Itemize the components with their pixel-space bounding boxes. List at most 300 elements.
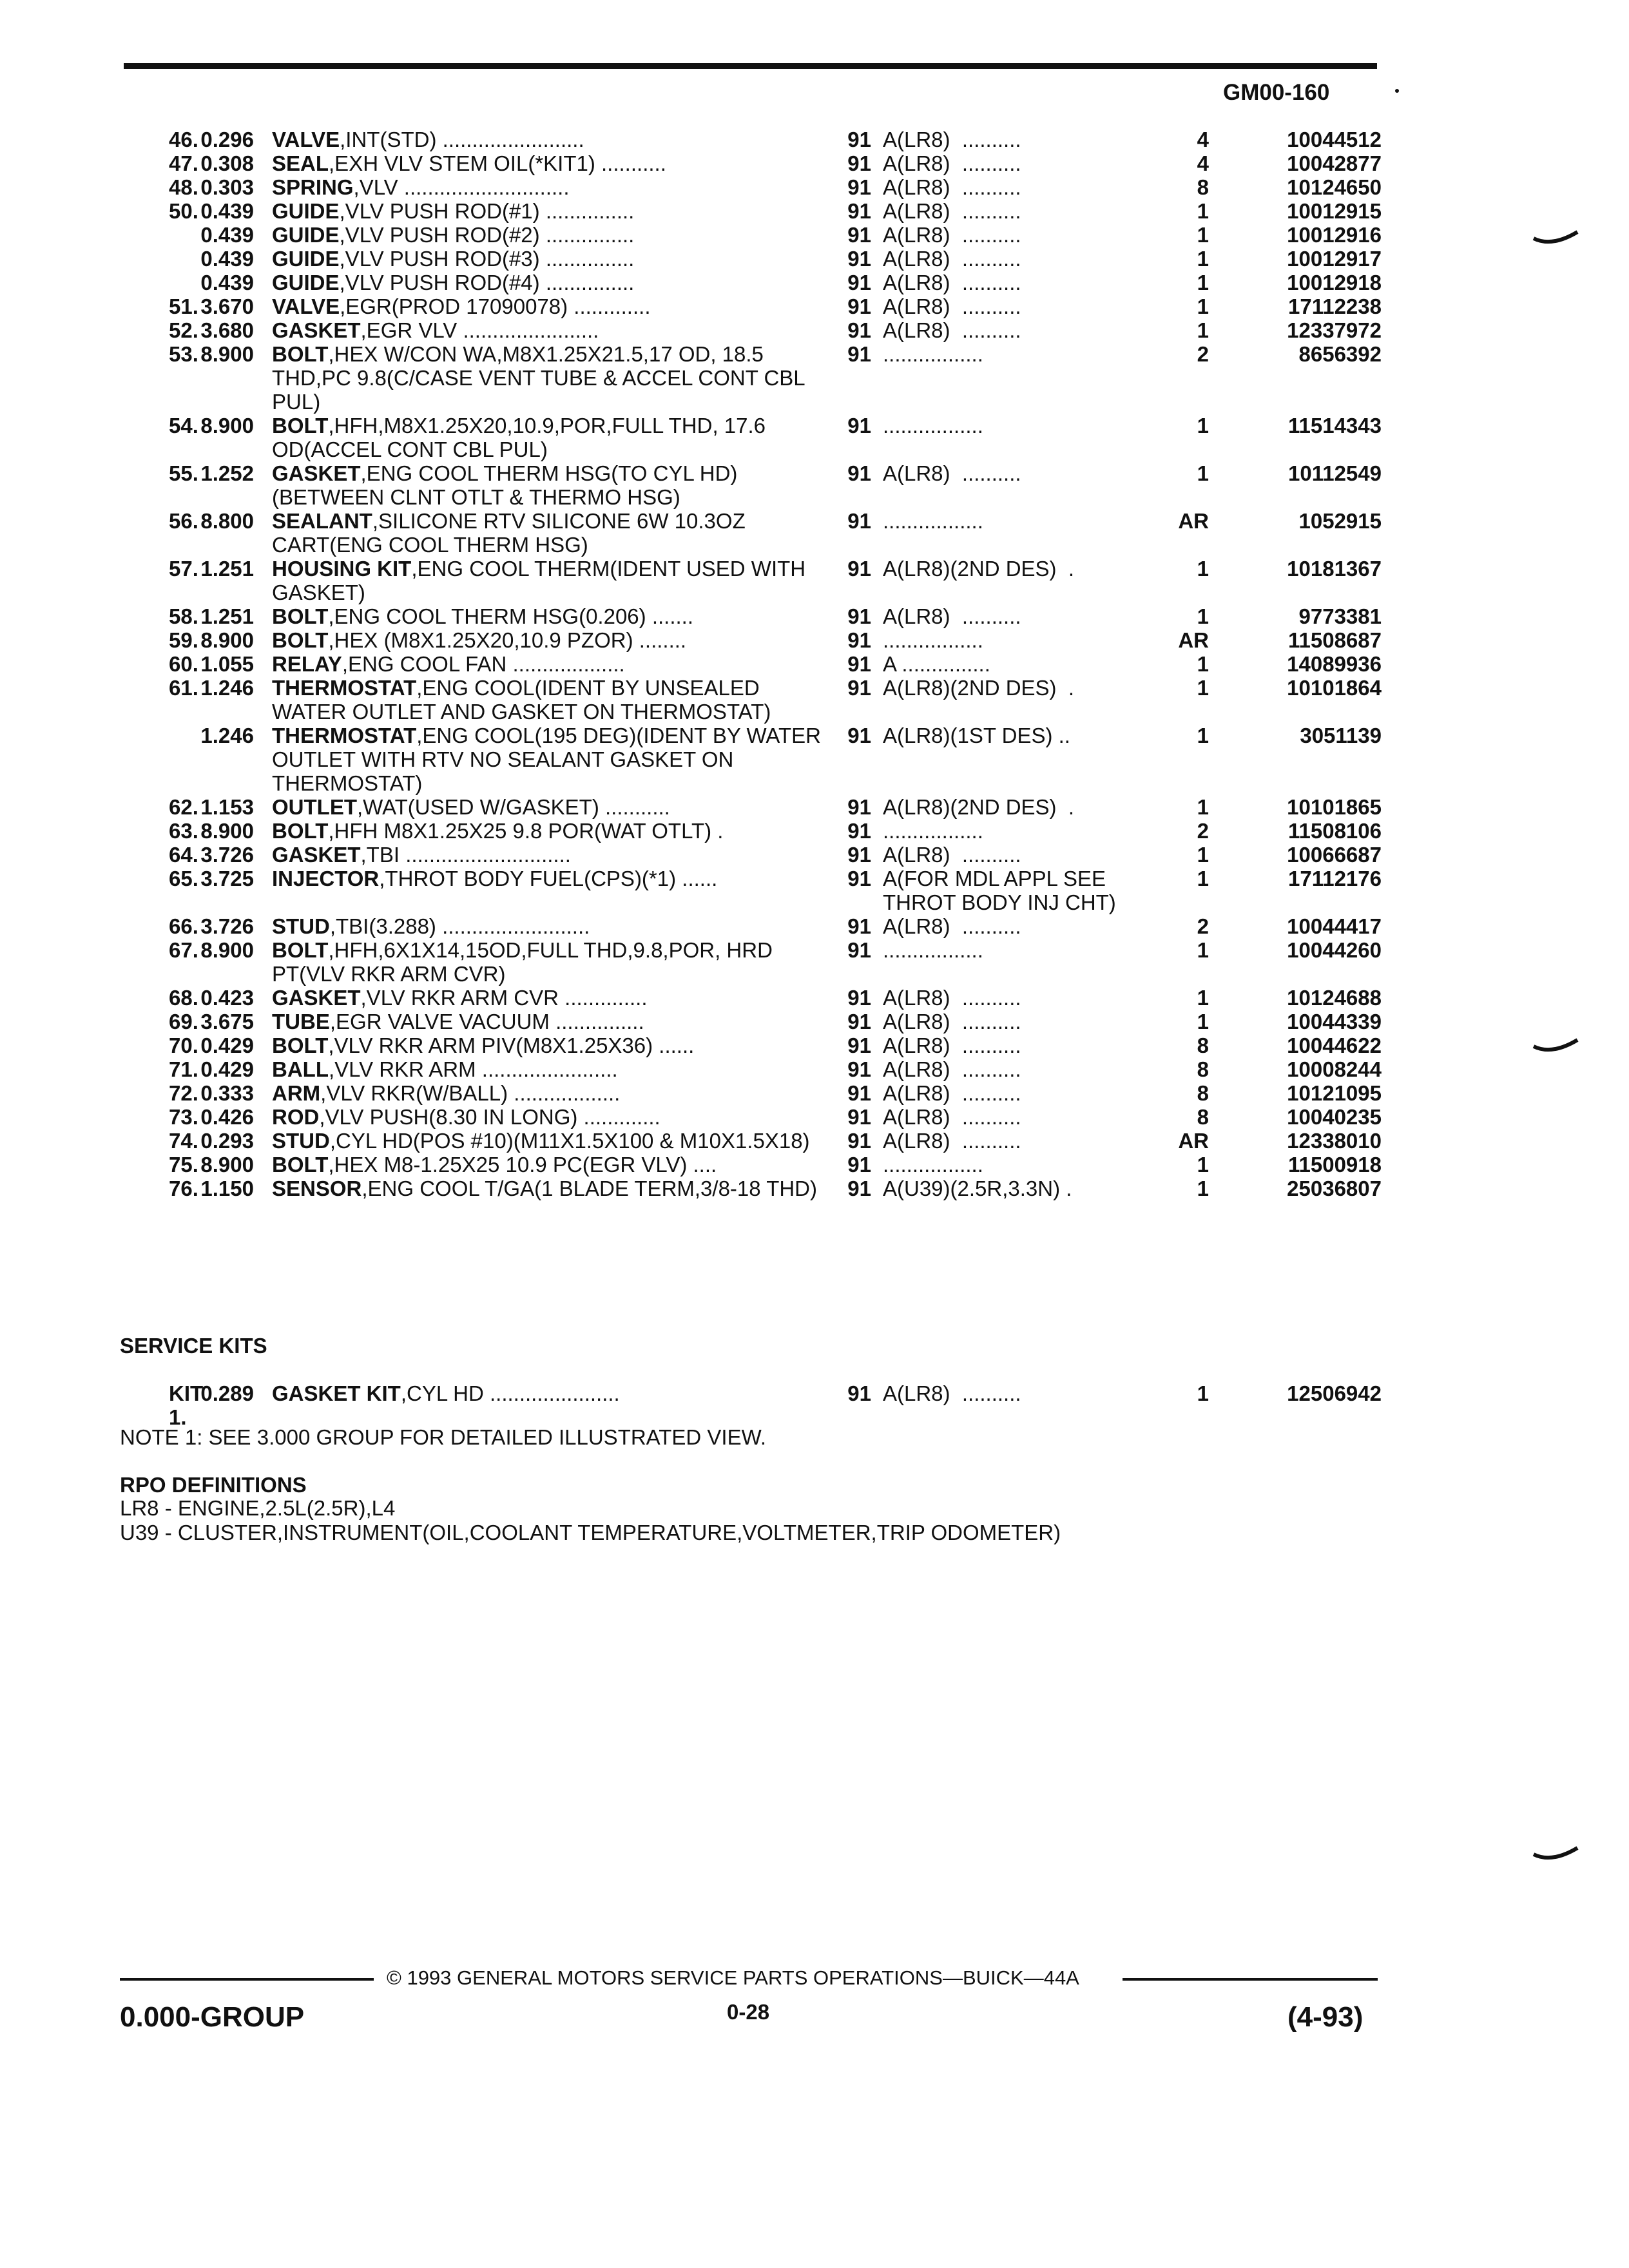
- part-description: [263, 1081, 825, 1105]
- quantity: 8: [1197, 175, 1209, 199]
- part-number: 11500918: [1287, 1153, 1382, 1177]
- part-description: [263, 223, 825, 247]
- margin-dot: [1395, 89, 1399, 93]
- usage: .................: [883, 342, 983, 366]
- parts-list: [0, 128, 1629, 1200]
- part-ref: 73.: [169, 1105, 198, 1129]
- part-description: [263, 986, 825, 1010]
- group-number: 3.680: [200, 318, 254, 342]
- quantity: 1: [1197, 247, 1209, 271]
- usage: A(FOR MDL APPL SEE THROT BODY INJ CHT): [883, 867, 1116, 914]
- part-ref: 72.: [169, 1081, 198, 1105]
- part-name: STUD: [272, 1129, 330, 1153]
- part-ref: 55.: [169, 461, 198, 485]
- part-spec: ,TBI(3.288): [329, 914, 436, 938]
- part-description: [263, 1057, 825, 1081]
- part-number: 10066687: [1287, 843, 1382, 867]
- page-id: GM00-160: [1223, 80, 1330, 105]
- part-spec: ,ENG COOL THERM(IDENT USED WITH GASKET): [272, 557, 806, 604]
- quantity: 8: [1197, 1105, 1209, 1129]
- group-number: 3.725: [200, 867, 254, 890]
- part-ref: 67.: [169, 938, 198, 962]
- part-name: GUIDE: [272, 199, 340, 223]
- part-description: [263, 819, 825, 843]
- part-ref: 51.: [169, 294, 198, 318]
- part-name: STUD: [272, 914, 330, 938]
- part-row: [0, 628, 1629, 652]
- model-year: 91: [847, 247, 871, 271]
- part-row: [0, 1010, 1629, 1033]
- group-number: 0.439: [200, 199, 254, 223]
- model-year: 91: [847, 1105, 871, 1129]
- quantity: 1: [1197, 938, 1209, 962]
- part-description: [263, 914, 825, 938]
- group-number: 3.726: [200, 843, 254, 867]
- usage: A(LR8)(2ND DES) .: [883, 795, 1075, 819]
- part-row: [0, 461, 1629, 509]
- part-row: [0, 1057, 1629, 1081]
- usage: A(LR8) ..........: [883, 986, 1021, 1010]
- usage: A(LR8) ..........: [883, 914, 1021, 938]
- part-description: [263, 1129, 825, 1153]
- part-description: [263, 461, 825, 509]
- quantity: 2: [1197, 342, 1209, 366]
- group-number: 0.423: [200, 986, 254, 1010]
- part-ref: [0, 271, 169, 294]
- part-description: [263, 724, 825, 795]
- quantity: 1: [1197, 676, 1209, 700]
- model-year: 91: [847, 724, 871, 747]
- quantity: 1: [1197, 199, 1209, 223]
- leader-dots: .......: [646, 604, 694, 628]
- part-spec: ,VLV PUSH ROD(#1): [339, 199, 540, 223]
- model-year: 91: [847, 628, 871, 652]
- part-description: [263, 1177, 825, 1200]
- part-description: [263, 175, 825, 199]
- part-description: [263, 1381, 825, 1429]
- usage: .................: [883, 819, 983, 843]
- leader-dots: ............................: [398, 175, 570, 199]
- part-spec: ,EGR(PROD 17090078): [340, 294, 568, 318]
- group-number: 8.900: [200, 342, 254, 366]
- quantity: 8: [1197, 1057, 1209, 1081]
- leader-dots: ......: [653, 1033, 695, 1057]
- part-number: 10012915: [1287, 199, 1382, 223]
- model-year: 91: [847, 986, 871, 1010]
- part-name: BOLT: [272, 604, 329, 628]
- part-row: [0, 271, 1629, 294]
- part-description: [263, 151, 825, 175]
- part-name: GASKET: [272, 843, 361, 867]
- model-year: 91: [847, 1153, 871, 1177]
- rpo-heading: RPO DEFINITIONS: [120, 1473, 307, 1497]
- part-description: [263, 867, 825, 914]
- part-row: [0, 509, 1629, 557]
- model-year: 91: [847, 175, 871, 199]
- part-ref: 76.: [169, 1177, 198, 1200]
- leader-dots: .......................: [476, 1057, 618, 1081]
- group-number: 1.251: [200, 604, 254, 628]
- quantity: 1: [1197, 461, 1209, 485]
- group-number: 1.153: [200, 795, 254, 819]
- model-year: 91: [847, 795, 871, 819]
- group-number: 1.251: [200, 557, 254, 581]
- part-spec: ,INT(STD): [340, 128, 437, 151]
- binding-mark-icon: [1532, 1845, 1579, 1865]
- quantity: 4: [1197, 128, 1209, 151]
- part-ref: 47.: [169, 151, 198, 175]
- part-name: GUIDE: [272, 247, 340, 271]
- part-row: [0, 843, 1629, 867]
- footer-page-number: 0-28: [727, 2000, 770, 2024]
- group-number: 1.246: [200, 676, 254, 700]
- part-ref: 68.: [169, 986, 198, 1010]
- note-text: NOTE 1: SEE 3.000 GROUP FOR DETAILED ILLUSTRATED VIEW.: [120, 1425, 767, 1449]
- part-description: [263, 1153, 825, 1177]
- usage: A(LR8)(2ND DES) .: [883, 676, 1075, 700]
- part-ref: 63.: [169, 819, 198, 843]
- usage: A(LR8) ..........: [883, 843, 1021, 867]
- part-description: [263, 342, 825, 414]
- group-number: 3.670: [200, 294, 254, 318]
- usage: A(LR8) ..........: [883, 1381, 1021, 1405]
- footer-date: (4-93): [1287, 2001, 1364, 2033]
- part-name: GASKET: [272, 461, 361, 485]
- part-spec: ,HFH,M8X1.25X20,10.9,POR,FULL THD, 17.6 OD(ACCEL CONT CBL PUL): [272, 414, 766, 461]
- part-name: HOUSING KIT: [272, 557, 412, 581]
- quantity: 1: [1197, 867, 1209, 890]
- model-year: 91: [847, 938, 871, 962]
- part-number: 8656392: [1298, 342, 1382, 366]
- usage: A(LR8) ..........: [883, 151, 1021, 175]
- leader-dots: ..............: [558, 986, 648, 1010]
- model-year: 91: [847, 509, 871, 533]
- footer-rule-right: [1123, 1978, 1378, 1981]
- part-spec: ,HEX M8-1.25X25 10.9 PC(EGR VLV): [328, 1153, 688, 1177]
- part-name: BOLT: [272, 342, 329, 366]
- model-year: 91: [847, 199, 871, 223]
- part-row: [0, 914, 1629, 938]
- quantity: 4: [1197, 151, 1209, 175]
- leader-dots: .............: [577, 1105, 660, 1129]
- part-ref: [0, 223, 169, 247]
- group-number: 3.675: [200, 1010, 254, 1033]
- leader-dots: ...............: [539, 271, 635, 294]
- part-ref: 58.: [169, 604, 198, 628]
- part-description: [263, 509, 825, 557]
- part-number: 10101865: [1287, 795, 1382, 819]
- part-ref: 54.: [169, 414, 198, 437]
- part-ref: 66.: [169, 914, 198, 938]
- part-number: 12338010: [1287, 1129, 1382, 1153]
- leader-dots: ............................: [400, 843, 571, 867]
- part-spec: ,EGR VLV: [360, 318, 458, 342]
- part-name: TUBE: [272, 1010, 330, 1033]
- part-description: [263, 843, 825, 867]
- group-number: 1.252: [200, 461, 254, 485]
- part-row: [0, 819, 1629, 843]
- model-year: 91: [847, 819, 871, 843]
- leader-dots: ......: [676, 867, 718, 890]
- part-spec: ,SILICONE RTV SILICONE 6W 10.3OZ CART(ENG COOL THERM HSG): [272, 509, 746, 557]
- leader-dots: .: [711, 819, 724, 843]
- part-description: [263, 1033, 825, 1057]
- part-name: GASKET: [272, 318, 361, 342]
- group-number: 0.289: [200, 1381, 254, 1405]
- group-number: 8.900: [200, 819, 254, 843]
- rpo-line: LR8 - ENGINE,2.5L(2.5R),L4: [120, 1496, 396, 1520]
- quantity: 8: [1197, 1081, 1209, 1105]
- footer-copyright: © 1993 GENERAL MOTORS SERVICE PARTS OPERATIONS—BUICK—44A: [387, 1966, 1079, 1989]
- leader-dots: ...............: [549, 1010, 644, 1033]
- part-row: [0, 1081, 1629, 1105]
- leader-dots: ........: [633, 628, 687, 652]
- part-spec: ,VLV PUSH(8.30 IN LONG): [319, 1105, 578, 1129]
- part-row: [0, 414, 1629, 461]
- part-ref: 48.: [169, 175, 198, 199]
- part-spec: ,VLV RKR ARM: [328, 1057, 476, 1081]
- group-number: 1.246: [200, 724, 254, 747]
- part-name: SENSOR: [272, 1177, 362, 1200]
- top-rule: [124, 63, 1377, 69]
- part-row: [0, 128, 1629, 151]
- leader-dots: ...............: [539, 199, 635, 223]
- part-spec: ,VLV PUSH ROD(#2): [339, 223, 540, 247]
- part-description: [263, 247, 825, 271]
- part-spec: ,HEX (M8X1.25X20,10.9 PZOR): [328, 628, 633, 652]
- group-number: 8.900: [200, 628, 254, 652]
- part-ref: 74.: [169, 1129, 198, 1153]
- part-row: [0, 604, 1629, 628]
- part-name: SPRING: [272, 175, 354, 199]
- part-ref: 69.: [169, 1010, 198, 1033]
- usage: A(LR8) ..........: [883, 1129, 1021, 1153]
- part-row: [0, 318, 1629, 342]
- part-number: 10181367: [1287, 557, 1382, 581]
- part-number: 10124688: [1287, 986, 1382, 1010]
- model-year: 91: [847, 1381, 871, 1405]
- quantity: 1: [1197, 652, 1209, 676]
- quantity: 2: [1197, 914, 1209, 938]
- quantity: 1: [1197, 1153, 1209, 1177]
- part-spec: ,HFH M8X1.25X25 9.8 POR(WAT OTLT): [328, 819, 712, 843]
- leader-dots: ...........: [595, 151, 666, 175]
- part-spec: ,ENG COOL(IDENT BY UNSEALED WATER OUTLET AND GASKET ON THERMOSTAT): [272, 676, 771, 724]
- quantity: 1: [1197, 414, 1209, 437]
- quantity: 2: [1197, 819, 1209, 843]
- usage: A(LR8) ..........: [883, 128, 1021, 151]
- leader-dots: ..................: [508, 1081, 621, 1105]
- part-number: 10101864: [1287, 676, 1382, 700]
- leader-dots: ......................: [483, 1381, 620, 1405]
- group-number: 0.439: [200, 247, 254, 271]
- part-ref: 75.: [169, 1153, 198, 1177]
- group-number: 8.900: [200, 414, 254, 437]
- model-year: 91: [847, 1177, 871, 1200]
- part-spec: ,VLV RKR ARM CVR: [360, 986, 559, 1010]
- part-description: [263, 1105, 825, 1129]
- group-number: 8.800: [200, 509, 254, 533]
- group-number: 0.439: [200, 271, 254, 294]
- part-ref: 64.: [169, 843, 198, 867]
- model-year: 91: [847, 557, 871, 581]
- part-spec: ,ENG COOL THERM HSG(0.206): [328, 604, 646, 628]
- part-spec: ,VLV RKR(W/BALL): [320, 1081, 508, 1105]
- model-year: 91: [847, 128, 871, 151]
- part-spec: ,ENG COOL FAN: [342, 652, 507, 676]
- usage: A(LR8) ..........: [883, 223, 1021, 247]
- model-year: 91: [847, 676, 871, 700]
- part-number: 12506942: [1287, 1381, 1382, 1405]
- model-year: 91: [847, 1057, 871, 1081]
- usage: .................: [883, 628, 983, 652]
- part-number: 14089936: [1287, 652, 1382, 676]
- part-number: 10044339: [1287, 1010, 1382, 1033]
- part-row: [0, 724, 1629, 795]
- part-spec: ,VLV RKR ARM PIV(M8X1.25X36): [328, 1033, 653, 1057]
- usage: A(LR8) ..........: [883, 199, 1021, 223]
- part-number: 10042877: [1287, 151, 1382, 175]
- model-year: 91: [847, 342, 871, 366]
- part-spec: ,CYL HD: [400, 1381, 484, 1405]
- group-number: 0.429: [200, 1057, 254, 1081]
- part-number: 10121095: [1287, 1081, 1382, 1105]
- model-year: 91: [847, 1129, 871, 1153]
- group-number: 0.426: [200, 1105, 254, 1129]
- quantity: AR: [1178, 509, 1209, 533]
- usage: A(LR8) ..........: [883, 1033, 1021, 1057]
- usage: A(LR8) ..........: [883, 461, 1021, 485]
- rpo-line: U39 - CLUSTER,INSTRUMENT(OIL,COOLANT TEMPERATURE,VOLTMETER,TRIP ODOMETER): [120, 1521, 1061, 1544]
- part-row: [0, 151, 1629, 175]
- part-row: [0, 223, 1629, 247]
- part-row: [0, 342, 1629, 414]
- part-name: ROD: [272, 1105, 320, 1129]
- group-number: 1.055: [200, 652, 254, 676]
- model-year: 91: [847, 1033, 871, 1057]
- part-ref: 60.: [169, 652, 198, 676]
- footer-group: 0.000-GROUP: [120, 2001, 305, 2033]
- part-description: [263, 318, 825, 342]
- part-name: RELAY: [272, 652, 342, 676]
- quantity: 1: [1197, 1010, 1209, 1033]
- group-number: 8.900: [200, 938, 254, 962]
- part-spec: ,ENG COOL THERM HSG(TO CYL HD) (BETWEEN CLNT OTLT & THERMO HSG): [272, 461, 738, 509]
- model-year: 91: [847, 151, 871, 175]
- part-ref: 56.: [169, 509, 198, 533]
- part-name: OUTLET: [272, 795, 357, 819]
- part-number: 11508106: [1287, 819, 1382, 843]
- part-name: SEALANT: [272, 509, 372, 533]
- part-row: [0, 676, 1629, 724]
- part-ref: 70.: [169, 1033, 198, 1057]
- part-number: 1052915: [1298, 509, 1382, 533]
- part-number: 10012917: [1287, 247, 1382, 271]
- model-year: 91: [847, 604, 871, 628]
- part-description: [263, 128, 825, 151]
- group-number: 1.150: [200, 1177, 254, 1200]
- leader-dots: ........................: [436, 128, 584, 151]
- quantity: 1: [1197, 318, 1209, 342]
- part-number: 10040235: [1287, 1105, 1382, 1129]
- part-spec: ,VLV PUSH ROD(#3): [339, 247, 540, 271]
- part-spec: ,CYL HD(POS #10)(M11X1.5X100 & M10X1.5X18): [329, 1129, 810, 1153]
- part-spec: ,WAT(USED W/GASKET): [356, 795, 599, 819]
- quantity: 1: [1197, 843, 1209, 867]
- part-number: 10112549: [1287, 461, 1382, 485]
- usage: A(LR8) ..........: [883, 271, 1021, 294]
- part-name: THERMOSTAT: [272, 676, 417, 700]
- quantity: 1: [1197, 557, 1209, 581]
- part-row: [0, 1033, 1629, 1057]
- part-ref: KIT 1.: [169, 1381, 204, 1429]
- part-row: [0, 938, 1629, 986]
- part-name: GUIDE: [272, 271, 340, 294]
- part-spec: ,VLV PUSH ROD(#4): [339, 271, 540, 294]
- usage: A(LR8) ..........: [883, 1081, 1021, 1105]
- part-row: [0, 986, 1629, 1010]
- part-spec: ,HFH,6X1X14,15OD,FULL THD,9.8,POR, HRD PT(VLV RKR ARM CVR): [272, 938, 773, 986]
- part-ref: 71.: [169, 1057, 198, 1081]
- part-description: [263, 414, 825, 461]
- group-number: 0.296: [200, 128, 254, 151]
- part-ref: 62.: [169, 795, 198, 819]
- quantity: 1: [1197, 986, 1209, 1010]
- part-description: [263, 938, 825, 986]
- quantity: 1: [1197, 795, 1209, 819]
- quantity: 1: [1197, 294, 1209, 318]
- quantity: 1: [1197, 223, 1209, 247]
- part-name: ARM: [272, 1081, 321, 1105]
- part-ref: 59.: [169, 628, 198, 652]
- part-spec: ,VLV: [353, 175, 398, 199]
- leader-dots: ...............: [539, 247, 635, 271]
- part-ref: [0, 247, 169, 271]
- usage: .................: [883, 938, 983, 962]
- model-year: 91: [847, 461, 871, 485]
- part-row: [0, 557, 1629, 604]
- part-row: [0, 652, 1629, 676]
- part-row: [0, 1381, 1629, 1429]
- footer-rule-left: [120, 1978, 374, 1981]
- part-ref: 57.: [169, 557, 198, 581]
- part-row: [0, 1177, 1629, 1200]
- part-name: BOLT: [272, 1153, 329, 1177]
- part-ref: 53.: [169, 342, 198, 366]
- part-name: GASKET: [272, 986, 361, 1010]
- group-number: 0.303: [200, 175, 254, 199]
- part-name: BOLT: [272, 414, 329, 437]
- model-year: 91: [847, 867, 871, 890]
- part-description: [263, 557, 825, 604]
- quantity: 1: [1197, 1381, 1209, 1405]
- usage: A ...............: [883, 652, 990, 676]
- part-description: [263, 676, 825, 724]
- part-number: 25036807: [1287, 1177, 1382, 1200]
- part-name: GASKET KIT: [272, 1381, 401, 1405]
- part-description: [263, 795, 825, 819]
- part-row: [0, 1105, 1629, 1129]
- service-kit-list: [0, 1381, 1629, 1429]
- usage: A(LR8) ..........: [883, 247, 1021, 271]
- usage: A(LR8) ..........: [883, 1010, 1021, 1033]
- part-number: 10124650: [1287, 175, 1382, 199]
- part-name: BOLT: [272, 628, 329, 652]
- usage: A(LR8) ..........: [883, 294, 1021, 318]
- part-ref: [0, 724, 169, 795]
- part-name: GUIDE: [272, 223, 340, 247]
- part-name: BOLT: [272, 1033, 329, 1057]
